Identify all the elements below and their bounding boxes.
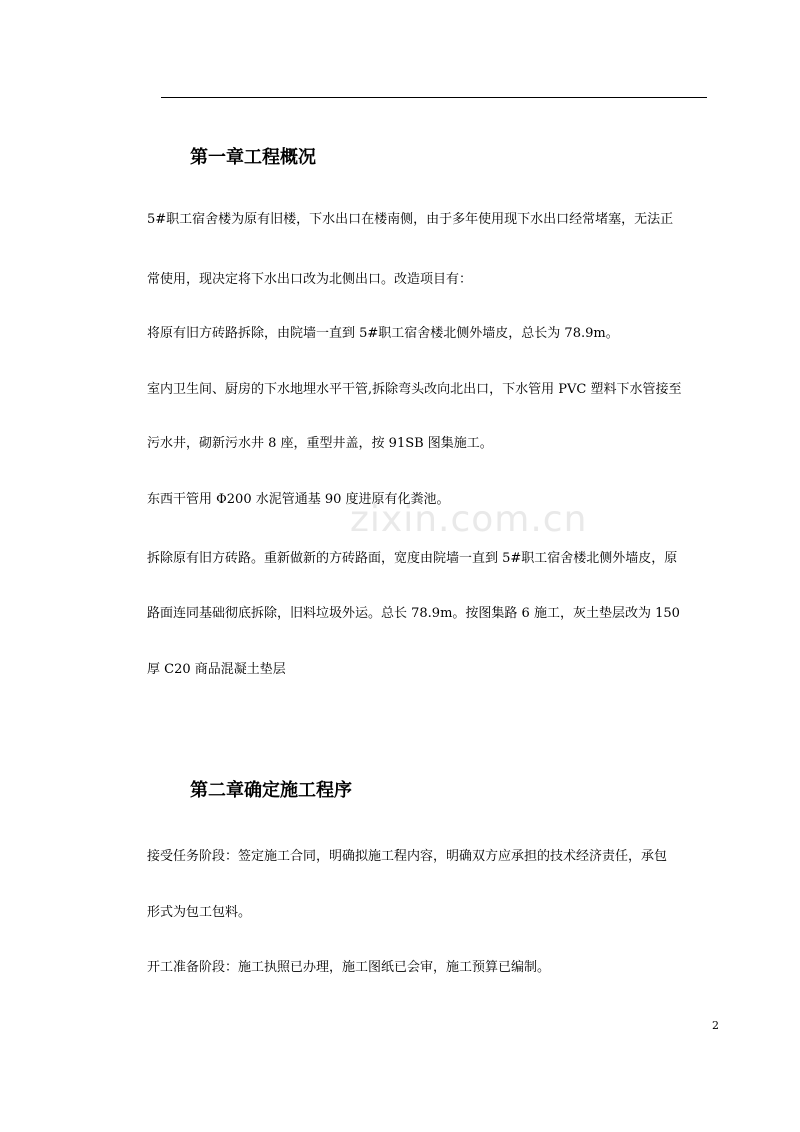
chapter-1-line: 东西干管用 Φ200 水泥管通基 90 度进原有化粪池。 bbox=[147, 492, 450, 507]
chapter-1-line: 将原有旧方砖路拆除，由院墙一直到 5#职工宿舍楼北侧外墙皮，总长为 78.9m。 bbox=[147, 326, 619, 341]
chapter-1-line: 5#职工宿舍楼为原有旧楼，下水出口在楼南侧，由于多年使用现下水出口经常堵塞，无法正 bbox=[147, 212, 674, 227]
chapter-2-line: 开工准备阶段：施工执照已办理，施工图纸已会审，施工预算已编制。 bbox=[147, 960, 551, 975]
watermark: zixin.com.cn bbox=[350, 499, 588, 540]
chapter-1-line: 路面连同基础彻底拆除，旧料垃圾外运。总长 78.9m。按图集路 6 施工，灰土垫层改为 150 bbox=[147, 606, 680, 621]
chapter-1-line: 污水井，砌新污水井 8 座，重型井盖，按 91SB 图集施工。 bbox=[147, 436, 493, 451]
chapter-1-line: 室内卫生间、厨房的下水地埋水平干管,拆除弯头改向北出口，下水管用 PVC 塑料下水管接至 bbox=[147, 382, 682, 397]
chapter-1-heading: 第一章工程概况 bbox=[190, 147, 316, 168]
chapter-1-line: 拆除原有旧方砖路。重新做新的方砖路面，宽度由院墙一直到 5#职工宿舍楼北侧外墙皮，原 bbox=[147, 551, 678, 566]
header-rule bbox=[161, 97, 707, 98]
chapter-2-line: 形式为包工包料。 bbox=[147, 905, 252, 920]
page-number: 2 bbox=[712, 1019, 719, 1032]
chapter-1-line: 常使用，现决定将下水出口改为北侧出口。改造项目有： bbox=[147, 272, 473, 287]
chapter-1-line: 厚 C20 商品混凝土垫层 bbox=[147, 662, 286, 677]
chapter-2-heading: 第二章确定施工程序 bbox=[190, 780, 352, 801]
chapter-2-line: 接受任务阶段：签定施工合同，明确拟施工程内容，明确双方应承担的技术经济责任，承包 bbox=[147, 849, 668, 864]
